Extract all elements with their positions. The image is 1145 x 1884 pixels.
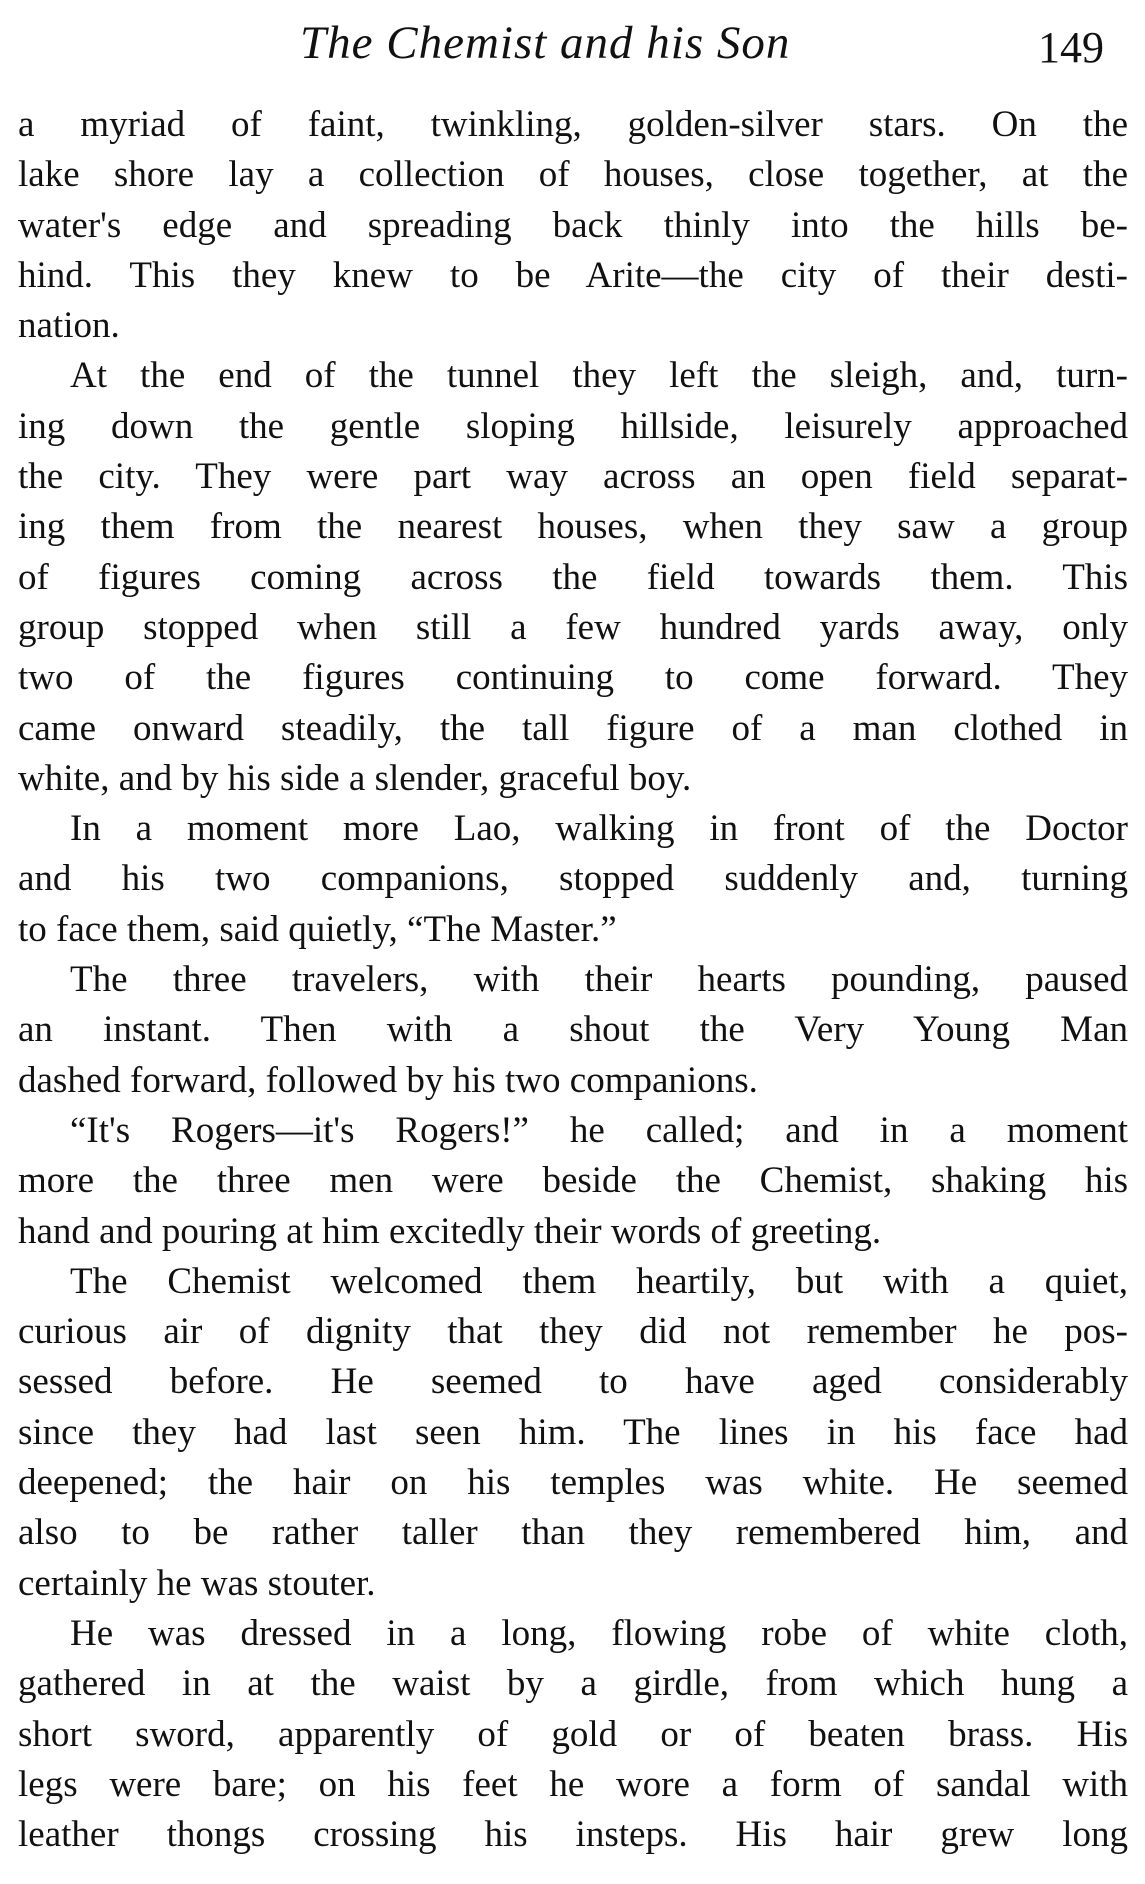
text-line: group stopped when still a few hundred yards away, only: [18, 606, 1128, 648]
text-line: also to be rather taller than they remembered him, and: [18, 1512, 1128, 1554]
text-line: gathered in at the waist by a girdle, from which hung a: [18, 1663, 1128, 1705]
page-header: [0, 10, 1145, 80]
text-line: legs were bare; on his feet he wore a form of sandal with: [18, 1763, 1128, 1805]
text-line: a myriad of faint, twinkling, golden-silver stars. On the: [18, 104, 1128, 145]
text-line: The Chemist welcomed them heartily, but with a quiet,: [70, 1260, 1128, 1302]
text-line: sessed before. He seemed to have aged considerably: [18, 1361, 1128, 1403]
text-line: curious air of dignity that they did not remember he pos-: [18, 1311, 1128, 1353]
text-line: since they had last seen him. The lines in his face had: [18, 1411, 1128, 1453]
text-line: “It's Rogers—it's Rogers!” he called; and in a moment: [70, 1109, 1128, 1151]
text-line: hand and pouring at him excitedly their words of greeting.: [18, 1210, 882, 1252]
page-number: 149: [1038, 23, 1104, 72]
text-line: deepened; the hair on his temples was white. He seemed: [18, 1462, 1128, 1504]
text-line: water's edge and spreading back thinly into the hills be-: [18, 204, 1128, 246]
text-line: two of the figures continuing to come forward. They: [18, 657, 1128, 699]
text-line: The three travelers, with their hearts pounding, paused: [70, 959, 1128, 1001]
text-line: ing them from the nearest houses, when they saw a group: [18, 506, 1128, 548]
running-title: The Chemist and his Son: [300, 17, 791, 69]
text-line: In a moment more Lao, walking in front of the Doctor: [70, 808, 1128, 850]
text-line: At the end of the tunnel they left the sleigh, and, turn-: [70, 355, 1128, 397]
text-line: more the three men were beside the Chemist, shaking his: [18, 1160, 1128, 1202]
text-line: and his two companions, stopped suddenly and, turning: [18, 858, 1128, 900]
text-line: came onward steadily, the tall figure of a man clothed in: [18, 707, 1128, 749]
body-text: [18, 100, 1128, 1860]
text-line: to face them, said quietly, “The Master.”: [18, 908, 617, 950]
text-line: ing down the gentle sloping hillside, leisurely approached: [18, 405, 1128, 447]
text-line: certainly he was stouter.: [18, 1562, 376, 1604]
text-line: dashed forward, followed by his two companions.: [18, 1059, 758, 1101]
text-line: white, and by his side a slender, graceful boy.: [18, 757, 692, 799]
text-line: an instant. Then with a shout the Very Young Man: [18, 1009, 1128, 1051]
text-line: leather thongs crossing his insteps. His hair grew long: [18, 1814, 1128, 1856]
text-line: lake shore lay a collection of houses, close together, at the: [18, 154, 1128, 196]
text-line: He was dressed in a long, flowing robe of white cloth,: [70, 1612, 1128, 1654]
text-line: nation.: [18, 305, 120, 347]
text-line: hind. This they knew to be Arite—the city of their desti-: [18, 254, 1128, 296]
text-line: short sword, apparently of gold or of beaten brass. His: [18, 1713, 1128, 1755]
text-line: the city. They were part way across an open field separat-: [18, 456, 1128, 498]
text-line: of figures coming across the field towards them. This: [18, 556, 1128, 598]
